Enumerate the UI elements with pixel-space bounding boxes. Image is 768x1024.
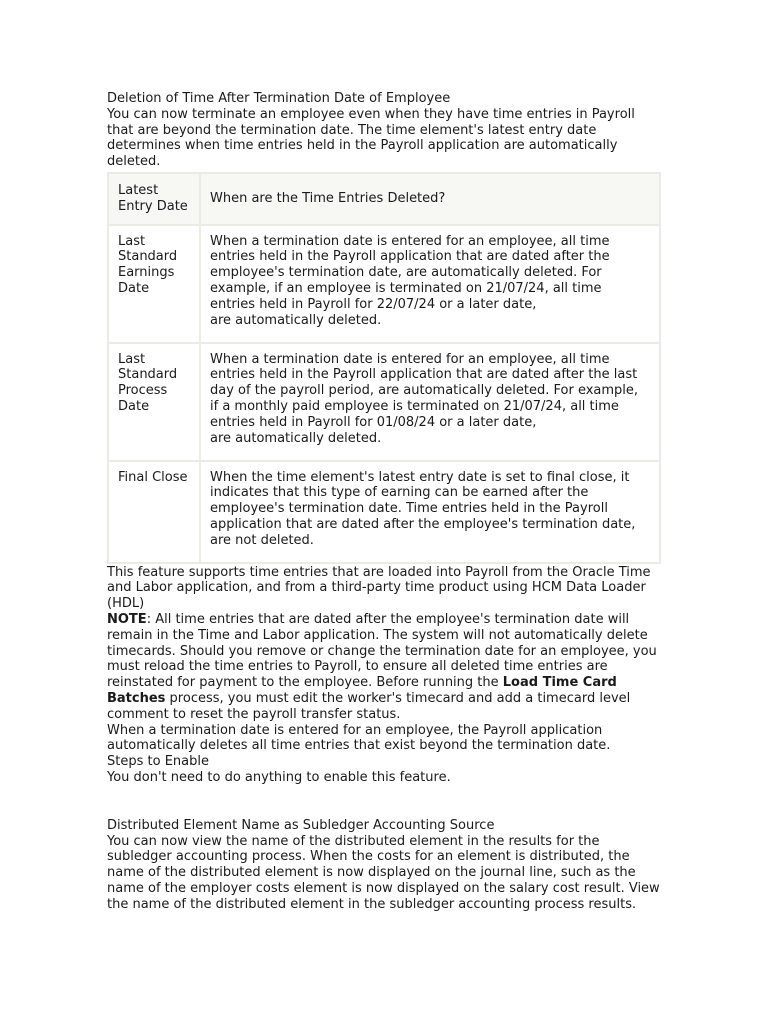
table-row xyxy=(108,461,660,563)
description-cell xyxy=(200,225,660,343)
description-text: When a termination date is entered for an employee, all time entries held in the Payroll application that are dated after the employee's termination date, are automatically deleted. For example, if an employee is terminated on 21/07/24, all time entries held in Payroll for 22/07/24 or a later date, xyxy=(210,233,610,312)
description-tail: are automatically deleted. xyxy=(210,312,382,328)
description-text: When the time element's latest entry date is set to final close, it indicates that this type of earning can be earned after the employee's termination date. Time entries held in the Payroll application that are dated after the employee's termination date, are not deleted. xyxy=(210,469,636,548)
termination-text: When a termination date is entered for an employee, the Payroll application automatically deletes all time entries that exist beyond the termination date. xyxy=(107,722,611,754)
description-cell xyxy=(200,343,660,461)
section-spacer xyxy=(107,786,663,818)
description-tail: are automatically deleted. xyxy=(210,430,382,446)
document-page xyxy=(107,91,663,913)
entry-date-cell xyxy=(108,343,200,461)
table-header-cell: When are the Time Entries Deleted? xyxy=(200,173,660,225)
section-intro: You can now terminate an employee even when they have time entries in Payroll that are beyond the termination date. The time element's latest entry date determines when time entries held in the Payroll application are automatically deleted. xyxy=(107,106,635,170)
feature-support-text: This feature supports time entries that are loaded into Payroll from the Oracle Time and Labor application, and from a third-party time product using HCM Data Loader (HDL) xyxy=(107,564,651,612)
entry-date-cell xyxy=(108,461,200,563)
section-body: You can now view the name of the distributed element in the results for the subledger accounting process. When the costs for an element is distributed, the name of the distributed element is now displayed on the journal line, such as the name of the employer costs element is now displayed on the salary cost result. View the name of the distributed element in the subledger accounting process results. xyxy=(107,833,660,912)
entry-date-label: Last Standard Earnings Date xyxy=(118,233,178,296)
table-row xyxy=(108,343,660,461)
note-label: NOTE xyxy=(107,611,147,627)
section-title-time-deletion: Deletion of Time After Termination Date of Employee xyxy=(107,91,451,106)
table-row xyxy=(108,225,660,343)
description-text: When a termination date is entered for an employee, all time entries held in the Payroll application that are dated after the last day of the payroll period, are automatically deleted. For example, if a monthly paid employee is terminated on 21/07/24, all time entries held in Payroll for 01/08/24 or a later date, xyxy=(210,351,639,430)
note-paragraph xyxy=(107,612,663,723)
table-header-row xyxy=(108,173,660,225)
table-header-cell: Latest Entry Date xyxy=(108,173,200,225)
steps-heading: Steps to Enable xyxy=(107,754,209,770)
note-text-end: process, you must edit the worker's timecard and add a timecard level comment to reset the payroll transfer status. xyxy=(107,690,631,722)
note-text: : All time entries that are dated after the employee's termination date will remain in the Time and Labor application. The system will not automatically delete timecards. Should you remove or change the termination date for an employee, you must reload the time entries to Payroll, to ensure all deleted time entries are reinstated for payment to the employee. Before running the xyxy=(107,611,657,691)
time-entries-table xyxy=(107,172,661,564)
section-title-distributed-element: Distributed Element Name as Subledger Accounting Source xyxy=(107,817,495,833)
entry-date-label: Last Standard Process Date xyxy=(118,351,178,414)
steps-text: You don't need to do anything to enable this feature. xyxy=(107,769,451,785)
description-cell xyxy=(200,461,660,563)
entry-date-label: Final Close xyxy=(118,469,188,485)
entry-date-cell xyxy=(108,225,200,343)
note-bold-process: Load Time Card Batches xyxy=(107,675,617,706)
